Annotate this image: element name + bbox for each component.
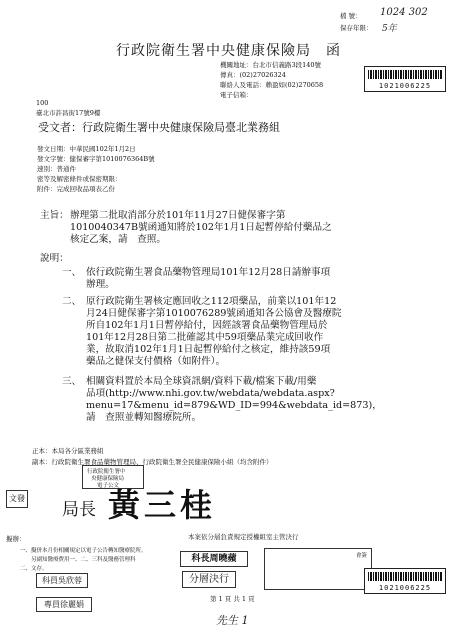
stamp-line-2: 央健康保險局 bbox=[91, 476, 125, 482]
delivery-speed: 速別：普通件 bbox=[37, 165, 76, 173]
stamp-clerk: 科員吳欣蓉 bbox=[36, 573, 88, 588]
page-indicator: 第 1 頁 共 1 頁 bbox=[210, 595, 255, 603]
remark-line-2: 另副知醫療費用一、二、三科及醫務管理科 bbox=[20, 557, 136, 563]
item-3-line-3: menu=17&menu_id=879&WD_ID=994&webdata_id=873)， bbox=[86, 400, 382, 411]
item-2-line-1: 原行政院衛生署核定應回收之112項藥品，前業以101年12 bbox=[86, 296, 337, 307]
explanation-label: 說明： bbox=[40, 253, 69, 264]
agency-address: 機關地址：台北市信義路3段140號 bbox=[220, 61, 322, 69]
recipient-line: 受文者：行政院衛生署中央健康保險局臺北業務組 bbox=[38, 121, 280, 134]
item-1-line-2: 辦理。 bbox=[86, 279, 115, 290]
remark-label: 擬辦： bbox=[6, 535, 26, 543]
subject-line-1: 辦理第二批取消部分於101年11月27日健保審字第 bbox=[70, 210, 286, 221]
item-3-line-4: 請 查照並轉知醫療院所。 bbox=[86, 412, 202, 423]
item-1-marker: 一、 bbox=[62, 267, 82, 278]
stamp-specialist: 專員徐麗娟 bbox=[36, 597, 92, 612]
remark-line-1: 一、擬併本月份相關規定以電子公告轉知醫療院所。 bbox=[20, 548, 147, 554]
item-2-line-3: 所自102年1月1日暫停給付，因經該署食品藥物管理局於 bbox=[86, 320, 328, 331]
retention-period: 保存年限： bbox=[340, 24, 373, 32]
agency-title: 行政院衛生署中央健康保險局 bbox=[116, 43, 311, 59]
item-2-marker: 二、 bbox=[62, 296, 82, 307]
document-type: 函 bbox=[326, 43, 340, 59]
contact-email: 電子信箱： bbox=[220, 91, 253, 99]
issue-date: 發文日期：中華民國102年1月2日 bbox=[37, 145, 136, 153]
recipient-address: 臺北市許昌街17號9樓 bbox=[36, 109, 101, 117]
item-3-marker: 三、 bbox=[62, 376, 82, 387]
stamp-line-1: 行政院衛生署中 bbox=[87, 469, 126, 475]
item-2-line-5: 業，故取消102年1月1日起暫停給付之核定，維持該59項 bbox=[86, 344, 331, 355]
file-number-handwritten: 1024 302 bbox=[380, 7, 428, 18]
agency-fax: 傳真：(02)27026324 bbox=[220, 71, 286, 79]
barcode-top: 1021006225 bbox=[364, 66, 446, 92]
contact-person: 聯絡人及電話：賴盈如(02)270658 bbox=[220, 81, 324, 89]
remark-line-3: 二、文存。 bbox=[20, 566, 48, 572]
subject-line-2: 1010040347B號函通知將於102年1月1日起暫停給付藥品之 bbox=[70, 222, 332, 233]
signatory-name: 黃三桂 bbox=[108, 486, 217, 524]
outgoing-stamp: 文發 bbox=[6, 490, 28, 508]
distribution-original: 正本：本局各分區業務組 bbox=[32, 447, 104, 455]
countersign-label: 會簽 bbox=[355, 553, 367, 559]
item-2-line-2: 月24日健保審字第1010076289號函通知各公協會及醫療院 bbox=[86, 308, 342, 319]
attachment: 附件：完成回收品項表乙份 bbox=[37, 185, 115, 193]
retention-handwritten: 5年 bbox=[382, 24, 397, 34]
stamp-delegated-decision: 分層決行 bbox=[182, 571, 236, 588]
subject-label: 主旨： bbox=[40, 210, 69, 221]
subject-line-3: 核定乙案，請 查照。 bbox=[70, 234, 166, 245]
item-2-line-4: 101年12月28日第二批確認其中59項藥品業完成回收作 bbox=[86, 332, 324, 343]
recipient-postcode: 100 bbox=[36, 99, 49, 107]
distribution-copy: 副本：行政院衛生署食品藥物管理局、行政院衛生署全民健康保險小組（均含附件） bbox=[32, 458, 273, 466]
item-3-line-2: 品項(http://www.nhi.gov.tw/webdata/webdata.aspx? bbox=[86, 388, 335, 399]
file-number: 檔 號： bbox=[340, 12, 362, 20]
security-level: 密等及解密條件或保密期限： bbox=[37, 175, 122, 183]
signatory-title: 局長 bbox=[62, 500, 96, 520]
stamp-line-3: 電子公文 bbox=[97, 483, 120, 489]
delegation-note: 本案依分層負責規定授權組室主管決行 bbox=[188, 533, 299, 541]
countersign-box bbox=[264, 548, 372, 590]
handwritten-note: 先生 1 bbox=[216, 614, 249, 627]
document-number: 發文字號：健保審字第1010076364B號 bbox=[37, 155, 155, 163]
stamp-section-chief: 科長周曉蘋 bbox=[180, 551, 248, 567]
item-2-line-6: 藥品之健保支付價格（如附件）。 bbox=[86, 356, 226, 367]
item-3-line-1: 相關資料置於本局全球資訊網/資料下載/檔案下載/用藥 bbox=[86, 376, 317, 387]
barcode-bottom: 1021006225 bbox=[364, 568, 446, 594]
item-1-line-1: 依行政院衛生署食品藥物管理局101年12月28日請辦事項 bbox=[86, 267, 331, 278]
